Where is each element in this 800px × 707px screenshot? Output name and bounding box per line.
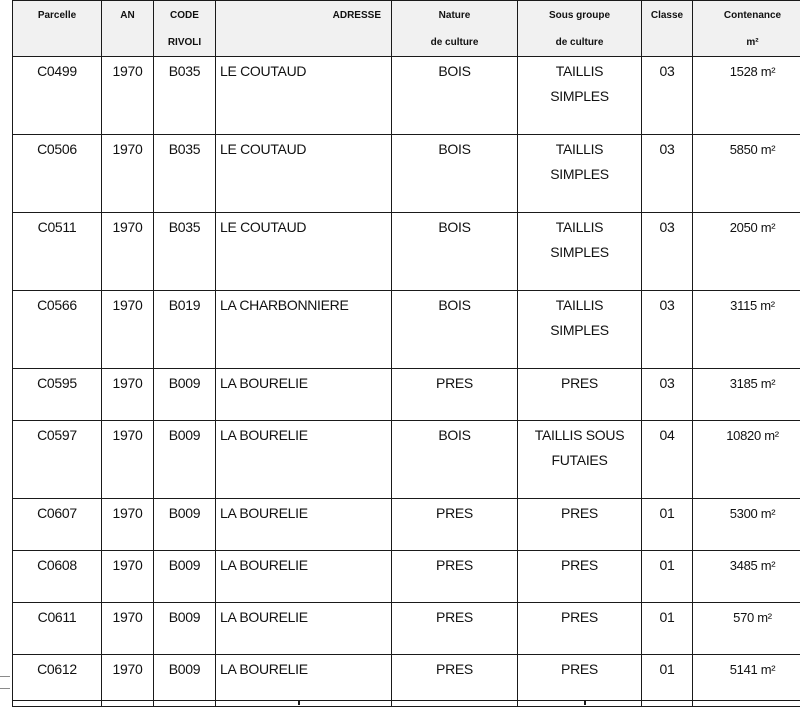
cell-nature: BOIS (392, 135, 518, 213)
cell-nature: BOIS (392, 421, 518, 499)
cell-sous-line1: PRES (518, 605, 641, 630)
cell-nature: PRES (392, 499, 518, 551)
table-row (13, 421, 800, 499)
cell-sous-line1: TAILLIS (518, 215, 641, 240)
table-row (13, 369, 800, 421)
cell-an: 1970 (102, 57, 154, 135)
header-nature (392, 1, 518, 57)
column-separator (298, 701, 300, 705)
header-parcelle (13, 1, 102, 57)
cell-sous-line1: PRES (518, 501, 641, 526)
header-contenance-line2: m² (693, 29, 800, 56)
parcel-table (12, 0, 800, 707)
cell-sous-line1: PRES (518, 371, 641, 396)
cell-parcelle: C0607 (13, 499, 102, 551)
cell-sous-line2: FUTAIES (518, 448, 641, 473)
header-adresse (216, 1, 392, 57)
cell-code: B009 (154, 655, 216, 707)
header-adresse-label: ADRESSE (216, 2, 381, 29)
cell-an: 1970 (102, 135, 154, 213)
cell-parcelle: C0597 (13, 421, 102, 499)
cell-classe: 01 (642, 551, 693, 603)
cell-contenance: 570 m² (693, 603, 800, 655)
cell-sous-groupe (518, 603, 642, 655)
cell-an: 1970 (102, 499, 154, 551)
cell-parcelle: C0611 (13, 603, 102, 655)
cell-adresse: LA BOURELIE (216, 603, 392, 655)
header-sous-groupe (518, 1, 642, 57)
cell-contenance: 3115 m² (693, 291, 800, 369)
cell-code: B035 (154, 57, 216, 135)
cell-sous-groupe (518, 57, 642, 135)
cell-code: B009 (154, 421, 216, 499)
cell-classe: 03 (642, 135, 693, 213)
header-classe (642, 1, 693, 57)
header-row (13, 1, 800, 57)
cell-contenance: 5850 m² (693, 135, 800, 213)
edge-mark-top (0, 676, 10, 677)
header-contenance (693, 1, 800, 57)
cell-adresse: LA BOURELIE (216, 369, 392, 421)
cell-sous-groupe (518, 655, 642, 707)
cell-contenance: 5300 m² (693, 499, 800, 551)
table-row (13, 551, 800, 603)
cell-contenance: 3185 m² (693, 369, 800, 421)
cell-classe: 03 (642, 369, 693, 421)
cell-adresse: LA CHARBONNIERE (216, 291, 392, 369)
cell-adresse: LA BOURELIE (216, 499, 392, 551)
cell-adresse: LE COUTAUD (216, 135, 392, 213)
cell-an: 1970 (102, 551, 154, 603)
cell-nature: BOIS (392, 57, 518, 135)
cell-nature: PRES (392, 551, 518, 603)
cell-sous-line1: TAILLIS (518, 59, 641, 84)
header-contenance-line1: Contenance (693, 2, 800, 29)
cell-parcelle: C0506 (13, 135, 102, 213)
cell-adresse: LA BOURELIE (216, 551, 392, 603)
header-classe-label: Classe (642, 2, 692, 29)
cell-classe: 03 (642, 291, 693, 369)
header-sous-line2: de culture (518, 29, 641, 56)
cell-parcelle: C0511 (13, 213, 102, 291)
cell-sous-line1: TAILLIS (518, 293, 641, 318)
column-separator (584, 701, 586, 705)
cell-nature: BOIS (392, 213, 518, 291)
table-row (13, 655, 800, 707)
cell-adresse: LA BOURELIE (216, 421, 392, 499)
table-row (13, 57, 800, 135)
cell-code: B009 (154, 551, 216, 603)
header-code-line1: CODE (154, 2, 215, 29)
cell-contenance: 10820 m² (693, 421, 800, 499)
cell-contenance: 1528 m² (693, 57, 800, 135)
cell-sous-line2: SIMPLES (518, 318, 641, 343)
cell-adresse: LE COUTAUD (216, 57, 392, 135)
cell-sous-groupe (518, 499, 642, 551)
table-body (13, 57, 800, 707)
cell-nature: PRES (392, 603, 518, 655)
cell-sous-groupe (518, 369, 642, 421)
table-row (13, 499, 800, 551)
edge-mark-bottom (0, 688, 10, 689)
cell-classe: 01 (642, 603, 693, 655)
cell-nature: PRES (392, 655, 518, 707)
cell-sous-line2: SIMPLES (518, 162, 641, 187)
cell-sous-line1: PRES (518, 553, 641, 578)
cell-sous-groupe (518, 135, 642, 213)
cell-code: B009 (154, 369, 216, 421)
header-an (102, 1, 154, 57)
cell-nature: PRES (392, 369, 518, 421)
cell-parcelle: C0608 (13, 551, 102, 603)
cell-classe: 03 (642, 213, 693, 291)
table-row (13, 213, 800, 291)
cell-code: B035 (154, 135, 216, 213)
cell-sous-line2: SIMPLES (518, 240, 641, 265)
cell-sous-line1: TAILLIS (518, 137, 641, 162)
cell-contenance: 2050 m² (693, 213, 800, 291)
header-sous-line1: Sous groupe (518, 2, 641, 29)
header-nature-line2: de culture (392, 29, 517, 56)
cell-parcelle: C0595 (13, 369, 102, 421)
header-code-line2: RIVOLI (154, 29, 215, 56)
cell-an: 1970 (102, 655, 154, 707)
cell-code: B019 (154, 291, 216, 369)
header-code-rivoli (154, 1, 216, 57)
table-row (13, 135, 800, 213)
cell-nature: BOIS (392, 291, 518, 369)
cell-contenance: 5141 m² (693, 655, 800, 707)
cell-code: B009 (154, 499, 216, 551)
cell-sous-line1: PRES (518, 657, 641, 682)
cell-classe: 04 (642, 421, 693, 499)
next-table-border (12, 700, 800, 705)
header-nature-line1: Nature (392, 2, 517, 29)
cell-sous-line1: TAILLIS SOUS (518, 423, 641, 448)
cell-sous-groupe (518, 213, 642, 291)
cell-parcelle: C0566 (13, 291, 102, 369)
cell-code: B035 (154, 213, 216, 291)
table-row (13, 291, 800, 369)
cell-code: B009 (154, 603, 216, 655)
header-an-label: AN (102, 2, 153, 29)
cell-parcelle: C0499 (13, 57, 102, 135)
table-row (13, 603, 800, 655)
cell-adresse: LE COUTAUD (216, 213, 392, 291)
cell-an: 1970 (102, 369, 154, 421)
cell-sous-groupe (518, 421, 642, 499)
header-parcelle-label: Parcelle (13, 2, 101, 29)
cell-an: 1970 (102, 213, 154, 291)
cell-classe: 01 (642, 655, 693, 707)
cell-classe: 01 (642, 499, 693, 551)
cell-sous-groupe (518, 291, 642, 369)
cell-adresse: LA BOURELIE (216, 655, 392, 707)
cell-an: 1970 (102, 421, 154, 499)
cell-parcelle: C0612 (13, 655, 102, 707)
table-header (13, 1, 800, 57)
cell-sous-line2: SIMPLES (518, 84, 641, 109)
cell-an: 1970 (102, 291, 154, 369)
cell-sous-groupe (518, 551, 642, 603)
cell-classe: 03 (642, 57, 693, 135)
cell-contenance: 3485 m² (693, 551, 800, 603)
cell-an: 1970 (102, 603, 154, 655)
